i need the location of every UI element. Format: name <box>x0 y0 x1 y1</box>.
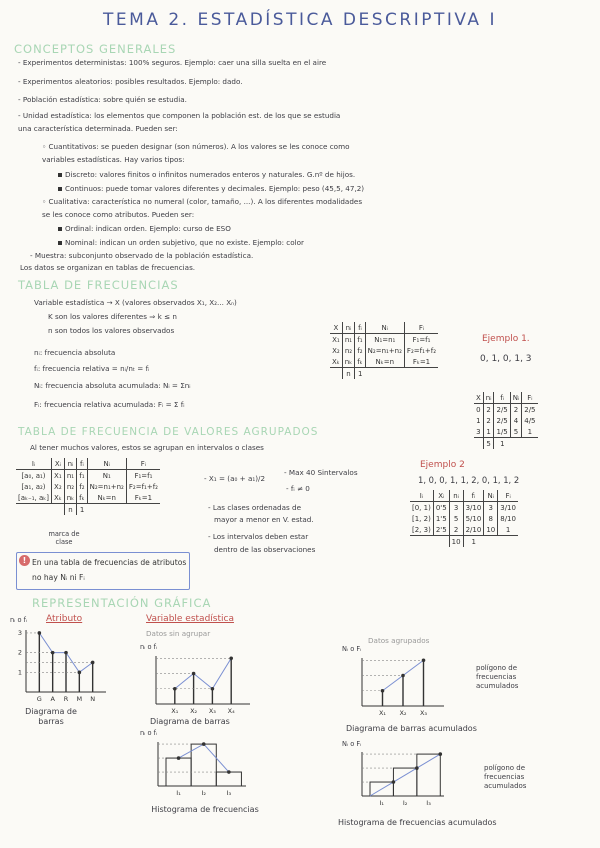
table-header: nᵢ <box>64 458 76 470</box>
table-cell: 3/10 <box>463 502 484 514</box>
table-cell: 5 <box>449 513 463 524</box>
example-2-data: 1, 0, 0, 1, 1, 2, 0, 1, 1, 2 <box>418 475 520 485</box>
x-tick-label: R <box>63 695 69 703</box>
table-cell: Xₖ <box>51 492 64 504</box>
table-cell <box>404 368 438 380</box>
polygon-point <box>227 770 231 774</box>
text-line: - Muestra: subconjunto observado de la población estadística. <box>30 251 254 260</box>
table-cell: 1 <box>522 426 538 438</box>
text-line: ◦ Cualitativa: característica no numeral (color, tamaño, ...). A los diferentes modalidades <box>42 197 363 206</box>
table-cell: F₁=f₁ <box>126 470 160 482</box>
text-line: Nominal: indican un orden subjetivo, que no existe. Ejemplo: color <box>58 238 304 247</box>
x-tick-label: I₁ <box>379 799 384 807</box>
page-title: TEMA 2. ESTADÍSTICA DESCRIPTIVA I <box>103 10 497 30</box>
y-tick-label: 1 <box>17 668 22 677</box>
text-line: Discreto: valores finitos o infinitos numerados enteros y naturales. G.nº de hijos. <box>58 170 355 179</box>
table-cell <box>365 368 404 380</box>
chart-atributo-bars <box>16 624 112 704</box>
x-tick-label: X₃ <box>208 707 216 715</box>
table-header: Xᵢ <box>433 490 449 502</box>
warning-box <box>16 552 190 590</box>
frequency-polygon <box>370 754 440 796</box>
table-cell: 2'5 <box>433 524 449 536</box>
axis-label: nᵢ o fᵢ <box>140 729 158 737</box>
table-cell: 3 <box>484 502 498 514</box>
table-cell: 1 <box>476 416 481 425</box>
table-cell: 1/5 <box>494 426 510 438</box>
x-tick-label: X₂ <box>190 707 198 715</box>
polygon-point <box>91 661 95 665</box>
table-cell: nₖ <box>64 492 76 504</box>
polygon-point <box>177 756 181 760</box>
frequency-polygon <box>175 658 231 688</box>
axis-label: Nᵢ o Fᵢ <box>342 740 362 748</box>
text-line: - Experimentos aleatorios: posibles resultados. Ejemplo: dado. <box>18 77 243 86</box>
table-cell: Fₖ=1 <box>404 356 438 368</box>
table-header: Fᵢ <box>522 392 538 404</box>
table-header: Fᵢ <box>498 490 518 502</box>
table-cell: 3/10 <box>498 502 518 514</box>
polygon-point <box>422 658 426 662</box>
table-cell: X₁ <box>51 470 64 482</box>
table-cell <box>410 536 433 548</box>
table-cell: 3 <box>474 426 483 438</box>
note-line: dentro de las observaciones <box>214 545 316 554</box>
polygon-point <box>192 672 196 676</box>
y-tick-label: 2 <box>17 648 22 657</box>
frequency-table-example-1 <box>474 392 538 449</box>
frequency-table-example-2 <box>410 490 518 547</box>
polygon-point <box>415 766 419 770</box>
text-line: Nᵢ: frecuencia absoluta acumulada: Nᵢ = Σnᵢ <box>34 381 191 390</box>
table-header: Nᵢ <box>510 392 522 404</box>
polygon-point <box>38 631 42 635</box>
table-cell: 1 <box>463 536 484 548</box>
table-cell: 1 <box>77 504 87 516</box>
text-line: Fᵢ: frecuencia relativa acumulada: Fᵢ = Σ fᵢ <box>34 400 185 409</box>
table-cell: 1 <box>355 368 365 380</box>
section-heading-tabla: TABLA DE FRECUENCIAS <box>18 278 179 292</box>
table-header: fᵢ <box>77 458 87 470</box>
table-header: nᵢ <box>483 392 494 404</box>
text-line: - Población estadística: sobre quién se estudia. <box>18 95 187 104</box>
x-tick-label: M <box>76 695 83 703</box>
table-cell: 1 <box>494 438 510 450</box>
warning-text: En una tabla de frecuencias de atributos no hay Nᵢ ni Fᵢ <box>32 558 187 582</box>
table-cell: 5 <box>510 426 522 438</box>
text-line: Ordinal: indican orden. Ejemplo: curso de ESO <box>58 224 231 233</box>
table-cell <box>433 536 449 548</box>
note-line: - Las clases ordenadas de <box>208 503 302 512</box>
table-cell: F₁=f₁ <box>404 334 438 346</box>
x-tick-label: X₂ <box>399 709 407 717</box>
table-cell <box>484 536 498 548</box>
note-line: - X₁ = (a₀ + a₁)/2 <box>204 474 266 483</box>
chart-caption: Diagrama de barras <box>150 717 230 726</box>
table-cell: 1'5 <box>433 513 449 524</box>
table-cell: 2 <box>510 404 522 416</box>
table-cell: F₂=f₁+f₂ <box>126 481 160 492</box>
text-line: n son todos los valores observados <box>48 326 175 335</box>
x-tick-label: I₃ <box>226 789 232 797</box>
text-line: Variable estadística → X (valores observados X₁, X₂... Xₙ) <box>34 298 237 307</box>
table-cell <box>330 368 342 380</box>
table-cell <box>51 504 64 516</box>
x-tick-label: I₃ <box>426 799 431 807</box>
chart-subheading-sin-agrupar: Datos sin agrupar <box>146 629 211 638</box>
table-cell: N₁ <box>87 470 126 482</box>
table-cell: n₂ <box>342 345 354 356</box>
table-cell: f₁ <box>355 334 365 346</box>
x-tick-label: I₁ <box>176 789 181 797</box>
chart-caption: Diagrama de barras acumulados <box>346 724 477 733</box>
polygon-point <box>381 689 385 693</box>
polygon-point <box>211 687 215 691</box>
table-cell: N₂=n₁+n₂ <box>365 345 404 356</box>
note-line: - Los intervalos deben estar <box>208 532 309 541</box>
example-1-title: Ejemplo 1. <box>482 334 530 344</box>
chart-heading-variable: Variable estadística <box>146 614 234 624</box>
table-cell: [a₁, a₂) <box>21 482 46 491</box>
table-header: Fᵢ <box>404 322 438 334</box>
table-cell: 1 <box>498 524 518 536</box>
text-line: K son los valores diferentes ⇒ k ≤ n <box>48 312 177 321</box>
table-cell: 2/5 <box>494 404 510 416</box>
table-cell <box>87 504 126 516</box>
polygon-point <box>392 780 396 784</box>
note-line: - fᵢ ≠ 0 <box>286 484 310 493</box>
table-cell: f₂ <box>355 345 365 356</box>
x-tick-label: I₂ <box>201 789 206 797</box>
table-cell: Nₖ=n <box>87 492 126 504</box>
table-header: Nᵢ <box>484 490 498 502</box>
table-cell: X₂ <box>51 481 64 492</box>
text-line: Continuos: puede tomar valores diferentes y decimales. Ejemplo: peso (45,5, 47,2) <box>58 184 364 193</box>
polygon-point <box>78 671 82 675</box>
table-cell: [1, 2) <box>412 514 431 523</box>
table-cell: [0, 1) <box>412 503 431 512</box>
table-header: Xᵢ <box>51 458 64 470</box>
table-header: Nᵢ <box>365 322 404 334</box>
table-cell: n <box>64 504 76 516</box>
table-cell: [a₀, a₁) <box>21 471 46 480</box>
table-cell: 2 <box>483 404 494 416</box>
polygon-point <box>229 656 233 660</box>
x-tick-label: X₁ <box>171 707 179 715</box>
example-1-data: 0, 1, 0, 1, 3 <box>480 354 532 364</box>
table-cell: 8/10 <box>498 513 518 524</box>
x-tick-label: X₄ <box>227 707 235 715</box>
table-cell <box>498 536 518 548</box>
table-cell: 2/5 <box>522 404 538 416</box>
histogram-bar <box>191 744 216 786</box>
bullet-icon <box>58 241 62 245</box>
table-cell <box>126 504 160 516</box>
table-cell: 4/5 <box>522 415 538 426</box>
x-tick-label: A <box>50 695 55 703</box>
table-cell: n₁ <box>64 470 76 482</box>
table-header: X <box>474 392 483 404</box>
table-cell: 5/10 <box>463 513 484 524</box>
table-cell: 2 <box>483 415 494 426</box>
bullet-icon <box>58 173 62 177</box>
table-cell: fₖ <box>355 356 365 368</box>
table-cell: X₁ <box>332 335 340 344</box>
text-line: Al tener muchos valores, estos se agrupan en intervalos o clases <box>30 443 264 452</box>
table-cell: 0 <box>476 405 481 414</box>
table-cell: 3 <box>449 502 463 514</box>
table-cell: f₂ <box>77 481 87 492</box>
polygon-note: polígono de frecuencias acumulados <box>484 764 527 790</box>
polygon-point <box>64 651 68 655</box>
axis-label: Nᵢ o Fᵢ <box>342 645 362 653</box>
text-line: ◦ Cuantitativos: se pueden designar (son números). A los valores se les conoce como <box>42 142 350 151</box>
table-cell: X₂ <box>332 346 340 355</box>
chart-caption: Diagrama de barras <box>25 707 77 726</box>
table-cell <box>522 438 538 450</box>
x-tick-label: N <box>90 695 96 703</box>
x-tick-label: X₁ <box>378 709 387 717</box>
table-cell: 1 <box>483 426 494 438</box>
warning-icon: ! <box>19 555 30 566</box>
polygon-point <box>401 674 405 678</box>
table-header: Fᵢ <box>126 458 160 470</box>
chart-caption: Histograma de frecuencias <box>151 805 259 814</box>
text-line: Los datos se organizan en tablas de frecuencias. <box>20 263 196 272</box>
text-line: variables estadísticas. Hay varios tipos: <box>42 155 185 164</box>
polygon-point <box>202 742 206 746</box>
table-cell: 2/10 <box>463 524 484 536</box>
bullet-icon <box>58 187 62 191</box>
chart-cumulative-bars <box>350 652 450 718</box>
polygon-point <box>438 752 442 756</box>
x-tick-label: I₂ <box>402 799 408 807</box>
table-header: Iᵢ <box>16 458 51 470</box>
chart-subheading-agrupados: Datos agrupados <box>368 636 430 645</box>
x-tick-label: X₃ <box>419 709 428 717</box>
table-header: fᵢ <box>463 490 484 502</box>
table-cell: n₁ <box>342 334 354 346</box>
frequency-table-grouped <box>16 458 160 515</box>
y-tick-label: 3 <box>17 628 22 637</box>
text-line: una característica determinada. Pueden ser: <box>18 124 178 133</box>
section-heading-conceptos: CONCEPTOS GENERALES <box>14 42 177 56</box>
table-cell: f₁ <box>77 470 87 482</box>
example-2-title: Ejemplo 2 <box>420 460 465 470</box>
chart-histogram <box>146 736 252 798</box>
table-cell: Nₖ=n <box>365 356 404 368</box>
table-header: nᵢ <box>342 322 354 334</box>
chart-heading-atributo: Atributo <box>46 614 83 624</box>
table-cell: 2 <box>449 524 463 536</box>
table-header: fᵢ <box>494 392 510 404</box>
table-cell: [aₖ₋₁, aₖ] <box>16 492 51 504</box>
table-cell: N₂=n₁+n₂ <box>87 481 126 492</box>
chart-cumulative-histogram <box>350 746 450 808</box>
table-cell: 4 <box>510 415 522 426</box>
table-cell: F₂=f₁+f₂ <box>404 345 438 356</box>
polygon-point <box>51 651 55 655</box>
table-cell: Fₖ=1 <box>126 492 160 504</box>
histogram-bar <box>393 768 416 796</box>
chart-variable-bars <box>146 650 256 716</box>
text-line: - Experimentos deterministas: 100% seguros. Ejemplo: caer una silla suelta en el aire <box>18 58 327 67</box>
polygon-point <box>173 687 177 691</box>
table-cell: fₖ <box>77 492 87 504</box>
class-mark-label: marca de clase <box>48 530 80 546</box>
table-cell: [2, 3) <box>410 524 433 536</box>
table-cell: 5 <box>483 438 494 450</box>
table-cell: n <box>342 368 354 380</box>
table-cell: n₂ <box>64 481 76 492</box>
frequency-table-general <box>330 322 438 379</box>
note-line: mayor a menor en V. estad. <box>214 515 314 524</box>
table-header: X <box>330 322 342 334</box>
table-cell <box>16 504 51 516</box>
table-cell <box>510 438 522 450</box>
table-cell: Xₖ <box>330 356 342 368</box>
histogram-bar <box>216 772 241 786</box>
table-cell: nₖ <box>342 356 354 368</box>
table-header: Iᵢ <box>410 490 433 502</box>
table-cell: 0'5 <box>433 502 449 514</box>
polygon-note: polígono de frecuencias acumulados <box>476 664 519 690</box>
text-line: - Unidad estadística: los elementos que componen la población est. de los que se estudia <box>18 111 341 120</box>
text-line: se les conoce como atributos. Pueden ser: <box>42 210 195 219</box>
table-header: fᵢ <box>355 322 365 334</box>
bullet-icon <box>58 227 62 231</box>
x-tick-label: G <box>36 695 42 703</box>
table-header: nᵢ <box>449 490 463 502</box>
text-line: fᵢ: frecuencia relativa = nᵢ/nₜ = fᵢ <box>34 364 150 373</box>
section-heading-representacion: REPRESENTACIÓN GRÁFICA <box>32 596 212 610</box>
table-header: Nᵢ <box>87 458 126 470</box>
table-cell: 2/5 <box>494 415 510 426</box>
section-heading-agrupados: TABLA DE FRECUENCIA DE VALORES AGRUPADOS <box>18 426 319 438</box>
histogram-bar <box>417 754 440 796</box>
chart-caption: Histograma de frecuencias acumulados <box>338 818 497 827</box>
table-cell: 10 <box>484 524 498 536</box>
table-cell: 8 <box>484 513 498 524</box>
note-line: - Max 40 Sintervalos <box>284 468 358 477</box>
table-cell <box>474 438 483 450</box>
text-line: nᵢ: frecuencia absoluta <box>34 348 116 357</box>
table-cell: N₁=n₁ <box>365 334 404 346</box>
axis-label: nᵢ o fᵢ <box>140 643 158 651</box>
axis-label: nᵢ o fᵢ <box>10 616 28 624</box>
table-cell: 10 <box>449 536 463 548</box>
